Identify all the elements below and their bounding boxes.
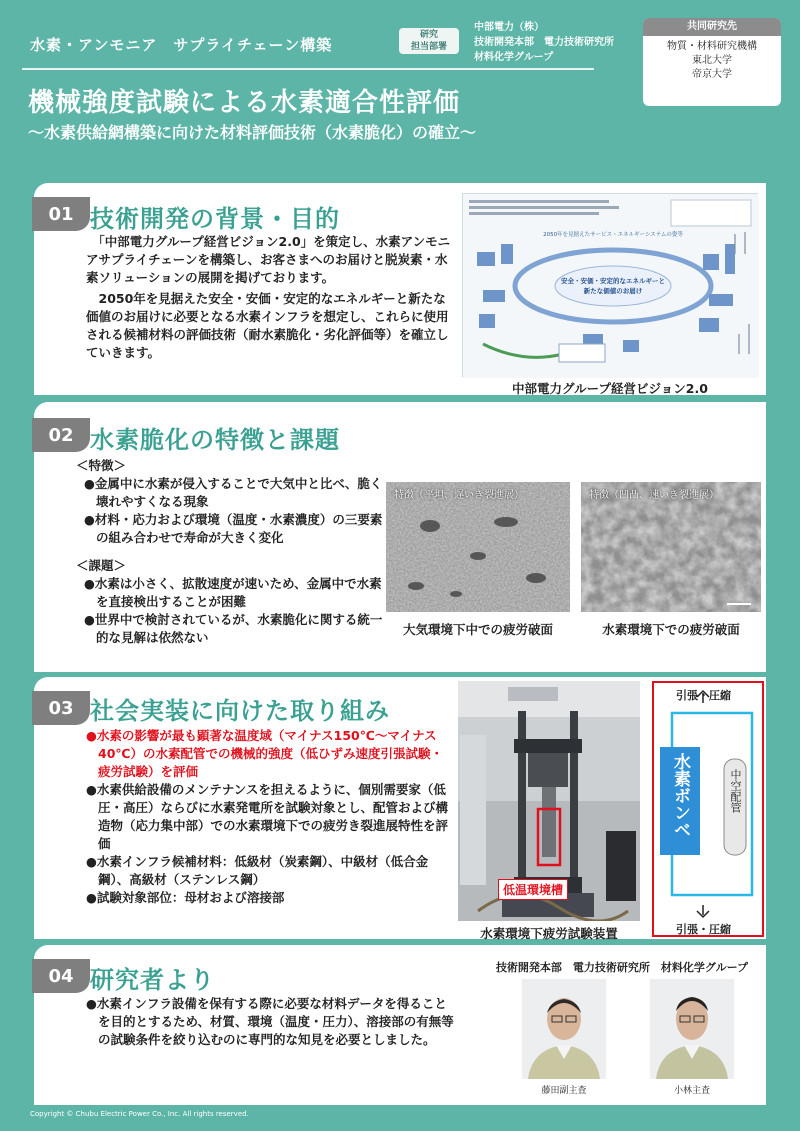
section-02	[34, 402, 766, 672]
fracture-photo-air	[386, 482, 570, 612]
header-divider	[22, 68, 594, 70]
page-title: 機械強度試験による水素適合性評価	[28, 88, 461, 118]
feature-heading: ＜特徴＞	[76, 458, 127, 473]
dept-badge-line2: 担当部署	[410, 42, 447, 52]
joint-research-list	[643, 36, 781, 82]
bullet-item: ●水素供給設備のメンテナンスを担えるように、個別需要家（低圧・高圧）ならびに水素発電所を試験対象とし、配管および構造物（応力集中部）での水素環境下での疲労き裂進展特性を評価	[86, 782, 449, 851]
copyright: Copyright © Chubu Electric Power Co., Inc. All rights reserved.	[30, 1110, 249, 1118]
hydrogen-cylinder-label: 水素ボンベ	[670, 753, 690, 838]
avatar	[650, 979, 734, 1079]
section-body	[86, 233, 458, 362]
researcher-name: 小林主査	[673, 1086, 710, 1096]
low-temp-chamber-tag: 低温環境槽	[498, 879, 568, 900]
dept-info	[474, 20, 614, 65]
dept-line: 技術開発本部 電力技術研究所	[474, 37, 614, 48]
figure-center-text: 安全・安価・安定的なエネルギーと	[561, 277, 665, 285]
section-04	[34, 945, 766, 1105]
highlight-item: ●水素の影響が最も顕著な温度域（マイナス150℃～マイナス40℃）の水素配管での機械的強度（低ひずみ速度引張試験・疲労試験）を評価	[86, 728, 444, 779]
issue-item: ●水素は小さく、拡散速度が速いため、金属中で水素を直接検出することが困難	[84, 576, 382, 609]
dept-badge	[399, 28, 459, 54]
test-rig-photo	[458, 681, 640, 921]
section-body	[76, 457, 386, 647]
section-number: 03	[32, 691, 90, 725]
joint-research-item: 帝京大学	[692, 69, 732, 80]
paragraph: 「中部電力グループ経営ビジョン2.0」を策定し、水素アンモニアサプライチェーンを構築し、お客さまへのお届けと脱炭素・水素ソリューションの展開を掲げております。	[86, 234, 451, 285]
dept-line: 中部電力（株）	[474, 22, 544, 33]
figure-caption: 中部電力グループ経営ビジョン2.0	[512, 381, 708, 396]
figure-top-text: 2050年を見据えたサービス・エネルギーシステムの姿等	[543, 232, 683, 238]
fracture-texture-hydrogen	[581, 482, 761, 612]
joint-research-item: 物質・材料研究機構	[667, 41, 757, 52]
hollow-pipe-label: 中空配管	[729, 769, 742, 813]
photo-caption: 水素環境下での疲労破面	[602, 622, 740, 637]
header	[0, 0, 800, 160]
test-schematic	[652, 681, 764, 937]
joint-research-item: 東北大学	[692, 55, 732, 66]
photo-caption: 水素環境下疲労試験装置	[480, 926, 618, 941]
dept-badge-line1: 研究	[419, 30, 438, 40]
joint-research-title: 共同研究先	[643, 18, 781, 36]
photo-caption: 大気環境下中での疲労破面	[402, 622, 553, 637]
load-label-bottom: 引張・圧縮	[676, 923, 731, 936]
section-number: 02	[32, 418, 90, 452]
page-subtitle: ～水素供給網構築に向けた材料評価技術（水素脆化）の確立～	[28, 123, 477, 142]
team-label: 技術開発本部 電力技術研究所 材料化学グループ	[495, 961, 749, 974]
section-number: 01	[32, 197, 90, 231]
figure-center-text: 新たな価値のお届け	[583, 287, 643, 295]
section-title: 技術開発の背景・目的	[90, 205, 340, 233]
vision-diagram	[463, 194, 759, 378]
researcher-photo-1	[522, 979, 606, 1079]
issue-item: ●世界中で検討されているが、水素脆化に関する統一的な見解は依然ない	[84, 612, 383, 645]
feature-item: ●金属中に水素が侵入することで大気中と比べ、脆く壊れやすくなる現象	[84, 476, 383, 509]
section-body	[86, 995, 458, 1049]
joint-research-box	[643, 18, 781, 106]
section-title: 社会実装に向けた取り組み	[90, 697, 390, 725]
bullet-item: ●水素インフラ設備を保有する際に必要な材料データを得ることを目的とするため、材質、環境（温度・圧力）、溶接部の有無等の試験条件を絞り込むのに専門的な知見を必要としました。	[86, 996, 454, 1047]
section-03	[34, 677, 766, 939]
feature-item: ●材料・応力および環境（温度・水素濃度）の三要素の組み合わせで寿命が大きく変化	[84, 512, 383, 545]
dept-line: 材料化学グループ	[474, 52, 554, 63]
bullet-item: ●水素インフラ候補材料：低級材（炭素鋼）、中級材（低合金鋼）、高級材（ステンレス鋼）	[86, 854, 429, 887]
paragraph: 2050年を見据えた安全・安価・安定的なエネルギーと新たな価値のお届けに必要となる水素インフラを想定し、これらに使用される候補材料の評価技術（耐水素脆化・劣化評価等）を確立していきます。	[86, 291, 449, 360]
issue-heading: ＜課題＞	[76, 558, 127, 573]
section-title: 研究者より	[90, 966, 215, 994]
photo-label: 特徴（平坦、遅いき裂進展）	[394, 490, 524, 501]
bullet-item: ●試験対象部位：母材および溶接部	[86, 890, 285, 905]
fracture-texture-air	[386, 482, 570, 612]
vision-figure	[462, 193, 758, 377]
section-title: 水素脆化の特徴と課題	[90, 426, 340, 454]
section-body	[86, 727, 454, 907]
load-label-top: 引張・圧縮	[676, 689, 731, 702]
photo-label: 特徴（凹凸、速いき裂進展）	[589, 490, 719, 501]
researcher-name: 藤田副主査	[541, 1086, 587, 1096]
category-label: 水素・アンモニア サプライチェーン構築	[30, 36, 333, 54]
section-number: 04	[32, 959, 90, 993]
avatar	[522, 979, 606, 1079]
fracture-photo-hydrogen	[581, 482, 761, 612]
researcher-photo-2	[650, 979, 734, 1079]
section-01	[34, 183, 766, 395]
